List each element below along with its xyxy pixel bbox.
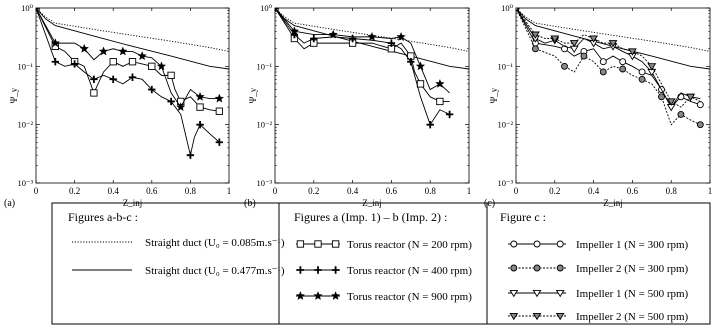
x-tick-label: 0.2	[68, 186, 81, 196]
data-point	[168, 72, 174, 78]
data-point	[129, 59, 135, 65]
legend-marker	[297, 241, 303, 247]
x-tick-label: 0.6	[146, 186, 158, 196]
data-point	[90, 76, 97, 83]
legend-marker	[314, 266, 321, 273]
legend-label: Torus reactor (N = 200 rpm)	[347, 239, 472, 251]
data-point	[215, 94, 223, 102]
x-tick-label: 0.8	[184, 186, 197, 196]
chart-panel-1	[4, 3, 231, 209]
legend-marker	[332, 241, 338, 247]
data-point	[216, 108, 222, 114]
y-tick-label: 10⁻¹	[256, 61, 272, 72]
legend-entries	[72, 237, 689, 323]
x-tick-label: 0.8	[665, 186, 677, 196]
panel-label: (a)	[4, 198, 16, 209]
legend-entry	[296, 291, 472, 303]
data-point	[639, 69, 645, 75]
data-point	[80, 44, 88, 52]
legend-entry	[72, 265, 285, 277]
data-point	[562, 63, 568, 69]
data-point	[446, 111, 453, 118]
data-point	[416, 62, 424, 70]
x-tick-label: 0.4	[107, 186, 119, 196]
legend	[52, 203, 710, 324]
y-axis-label: Ψ_y	[489, 87, 499, 104]
x-tick-label: 0.2	[549, 186, 561, 196]
series-line-4	[275, 8, 450, 125]
series-group	[512, 5, 710, 128]
x-tick-label: 0.6	[385, 186, 398, 196]
legend-marker	[297, 266, 304, 273]
data-point	[138, 52, 146, 60]
x-axis-label: Z_inj	[122, 198, 143, 208]
legend-entry	[508, 311, 689, 323]
data-point	[197, 104, 203, 110]
series-line-5	[36, 8, 219, 107]
data-point	[620, 66, 626, 72]
y-tick-label: 10⁰	[501, 3, 513, 13]
legend-marker	[534, 241, 540, 247]
x-tick-label: 0.6	[626, 186, 639, 196]
data-point	[437, 98, 443, 104]
data-point	[600, 59, 606, 65]
charts-group	[4, 3, 712, 209]
y-tick-label: 10⁰	[260, 3, 272, 13]
data-point	[52, 58, 59, 65]
data-point	[427, 121, 434, 128]
legend-label: Straight duct (U₀ = 0.085m.s⁻¹)	[145, 237, 285, 249]
legend-entry	[72, 237, 285, 249]
series-line-4	[36, 8, 219, 155]
data-point	[110, 59, 116, 65]
panel-label: (c)	[484, 198, 496, 209]
data-point	[119, 47, 127, 55]
legend-label: Impeller 1 (N = 300 rpm)	[576, 239, 689, 251]
x-axis-label: Z_inj	[603, 198, 623, 208]
y-tick-label: 10⁻²	[17, 119, 33, 130]
data-point	[368, 32, 376, 40]
legend-marker	[557, 241, 563, 247]
legend-label: Impeller 1 (N = 500 rpm)	[576, 288, 689, 300]
legend-box1-title: Figures a-b-c :	[68, 210, 138, 224]
series-line-1	[36, 8, 229, 51]
y-tick-label: 10⁻²	[497, 119, 513, 130]
data-point	[697, 122, 703, 128]
data-point	[167, 98, 174, 105]
legend-entry	[508, 288, 689, 300]
data-point	[157, 62, 165, 70]
legend-marker	[534, 265, 540, 271]
legend-label: Torus reactor (N = 900 rpm)	[347, 291, 472, 303]
data-point	[417, 81, 423, 87]
x-tick-label: 0	[272, 186, 278, 196]
legend-entry	[508, 239, 689, 251]
chart-panel-2	[244, 3, 471, 209]
legend-marker	[557, 265, 563, 271]
y-tick-label: 10⁻¹	[497, 61, 513, 72]
x-tick-label: 0.4	[587, 186, 600, 196]
legend-marker	[511, 265, 517, 271]
x-tick-label: 1	[466, 186, 472, 196]
legend-box3-title: Figure c :	[500, 210, 546, 224]
legend-marker	[315, 241, 321, 247]
legend-marker	[332, 266, 339, 273]
series-line-3	[36, 8, 219, 111]
chart-panel-3	[484, 3, 712, 209]
data-point	[659, 94, 665, 100]
legend-label: Impeller 2 (N = 500 rpm)	[576, 311, 689, 323]
y-axis-label: Ψ_y	[248, 87, 258, 104]
series-group	[271, 4, 469, 129]
data-point	[678, 111, 684, 117]
series-line-5	[275, 8, 450, 93]
legend-entry	[296, 265, 472, 277]
series-line-1	[275, 8, 469, 51]
y-tick-label: 10⁻¹	[17, 61, 33, 72]
panel-label: (b)	[244, 198, 256, 209]
data-point	[129, 74, 136, 81]
legend-entry	[508, 263, 689, 275]
data-point	[581, 53, 587, 59]
series-line-6	[516, 8, 700, 107]
legend-label: Straight duct (U₀ = 0.477m.s⁻¹)	[145, 265, 285, 277]
x-tick-label: 0.8	[424, 186, 436, 196]
legend-box2-title: Figures a (Imp. 1) – b (Imp. 2) :	[294, 210, 448, 224]
data-point	[110, 76, 117, 83]
y-tick-label: 10⁰	[21, 3, 33, 13]
legend-marker	[296, 292, 304, 300]
series-line-5	[516, 8, 700, 107]
y-tick-label: 10⁻³	[256, 178, 272, 188]
x-tick-label: 0.4	[346, 186, 359, 196]
data-point	[620, 59, 626, 65]
data-point	[639, 76, 645, 82]
y-axis-label: Ψ_y	[9, 87, 19, 104]
legend-label: Impeller 2 (N = 300 rpm)	[576, 263, 689, 275]
data-point	[196, 92, 204, 100]
legend-label: Torus reactor (N = 400 rpm)	[347, 265, 472, 277]
y-tick-label: 10⁻²	[256, 119, 272, 130]
legend-marker	[331, 292, 339, 300]
data-point	[91, 90, 97, 96]
data-point	[600, 69, 606, 75]
series-line-3	[516, 8, 700, 107]
x-tick-label: 1	[707, 186, 713, 196]
x-tick-label: 1	[226, 186, 232, 196]
y-tick-label: 10⁻³	[497, 178, 513, 188]
data-point	[149, 63, 155, 69]
x-tick-label: 0	[513, 186, 519, 196]
y-tick-label: 10⁻³	[17, 178, 33, 188]
legend-marker	[314, 292, 322, 300]
data-point	[697, 102, 703, 108]
data-point	[678, 94, 684, 100]
data-point	[187, 151, 194, 158]
legend-marker	[511, 241, 517, 247]
data-point	[532, 46, 538, 52]
x-tick-label: 0	[33, 186, 39, 196]
series-group	[32, 4, 229, 159]
x-axis-label: Z_inj	[362, 198, 382, 208]
x-tick-label: 0.2	[308, 186, 320, 196]
legend-entry	[296, 239, 472, 251]
